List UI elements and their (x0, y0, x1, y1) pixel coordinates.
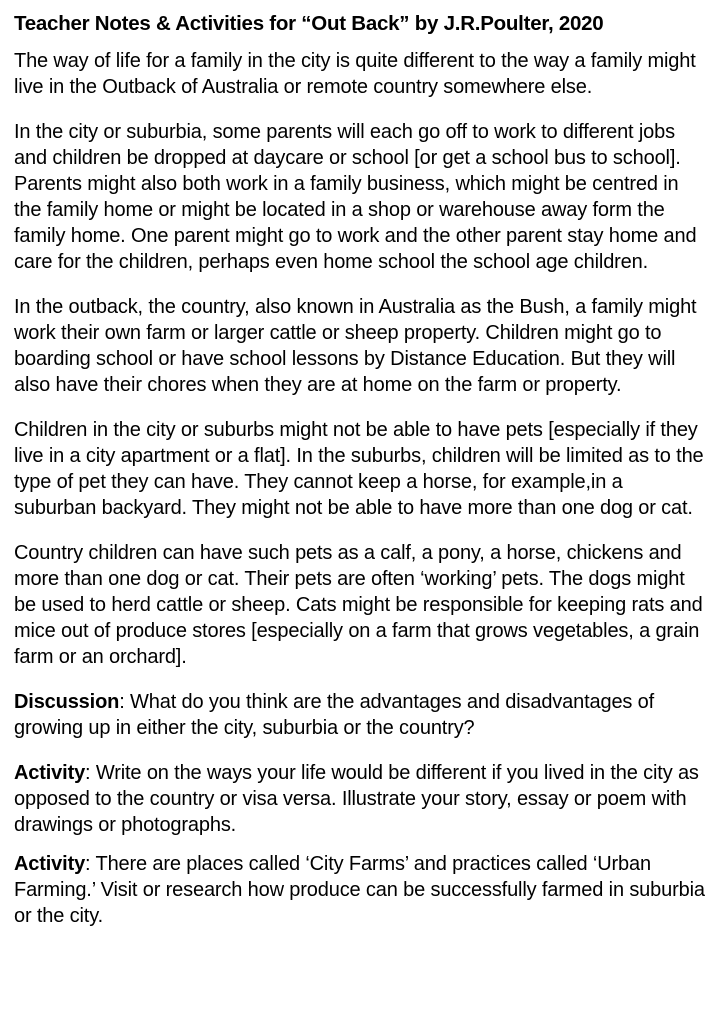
discussion-heading-label: Discussion (14, 691, 120, 713)
section-activity-1 (14, 760, 710, 838)
paragraph-city-pets: Children in the city or suburbs might not be able to have pets [especially if they live in a city apartment or a flat]. In the suburbs, children will be limited as to the type of pet they can have. They cannot keep a horse, for example,in a suburban backyard. They might not be able to have more than one dog or cat. (14, 419, 704, 519)
paragraph-country-pets: Country children can have such pets as a calf, a pony, a horse, chickens and more than one dog or cat. Their pets are often ‘working’ pets. The dogs might be used to herd cattle or sheep. Cats might be responsible for keeping rats and mice out of produce stores [especially on a farm that grows vegetables, a grain farm or an orchard]. (14, 542, 703, 668)
section-activity-2 (14, 851, 710, 929)
page-title: Teacher Notes & Activities for “Out Back” by J.R.Poulter, 2020 (14, 12, 604, 35)
paragraph-intro: The way of life for a family in the city is quite different to the way a family might live in the Outback of Australia or remote country somewhere else. (14, 50, 696, 98)
activity-2-body-text: : There are places called ‘City Farms’ and practices called ‘Urban Farming.’ Visit or research how produce can be successfully farmed in suburbia or the city. (14, 853, 705, 927)
paragraph-city-suburbia: In the city or suburbia, some parents will each go off to work to different jobs and children be dropped at daycare or school [or get a school bus to school]. Parents might also both work in a family business, which might be centred in the family home or might be located in a shop or warehouse away form the family home. One parent might go to work and the other parent stay home and care for the children, perhaps even home school the school age children. (14, 121, 697, 273)
activity-2-heading-label: Activity (14, 853, 86, 875)
activity-1-body-text: : Write on the ways your life would be different if you lived in the city as opposed to the country or visa versa. Illustrate your story, essay or poem with drawings or photographs. (14, 762, 699, 836)
discussion-body-text: : What do you think are the advantages and disadvantages of growing up in either the city, suburbia or the country? (14, 691, 655, 739)
section-discussion (14, 689, 710, 741)
paragraph-outback: In the outback, the country, also known in Australia as the Bush, a family might work their own farm or larger cattle or sheep property. Children might go to boarding school or have school lessons by Distance Education. But they will also have their chores when they are at home on the farm or property. (14, 296, 697, 396)
activity-1-heading-label: Activity (14, 762, 86, 784)
